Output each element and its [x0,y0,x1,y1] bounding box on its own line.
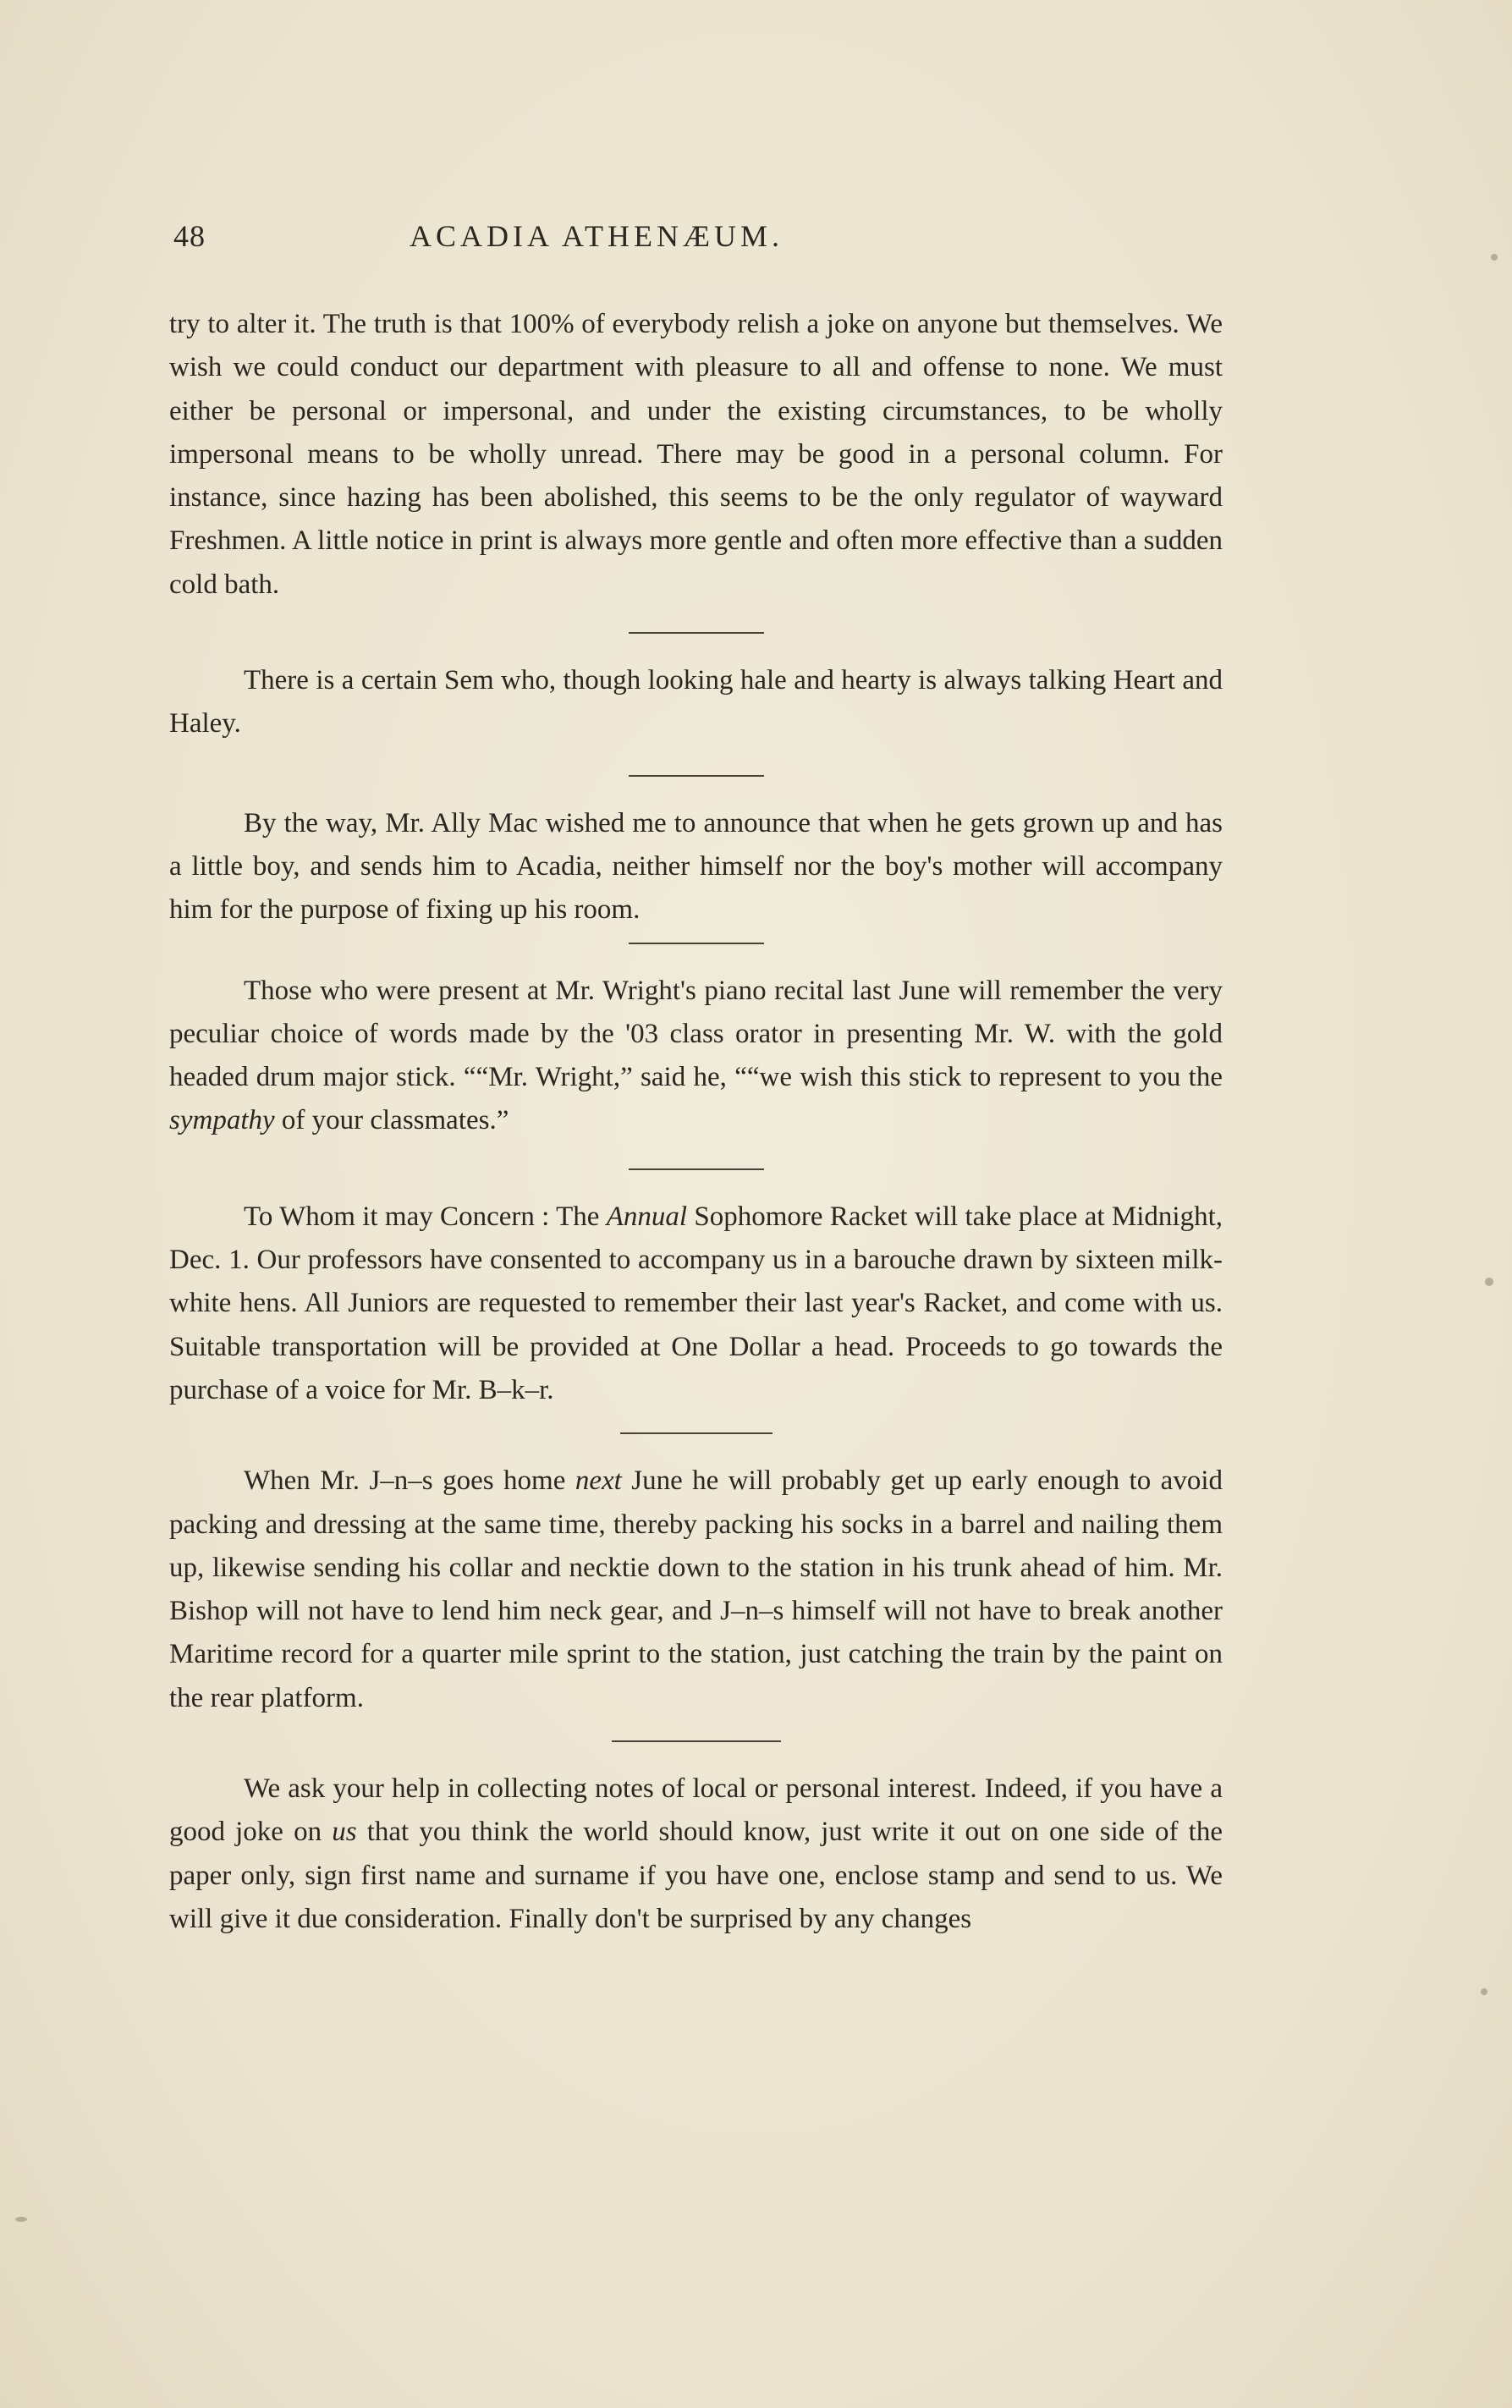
paragraph-racket [169,1196,1223,1412]
paragraph-text: June he will probably get up early enough to avoid packing and dressing at the same time, thereby packing his socks in a barrel and nailing them up, likewise sending his collar and necktie down to the station in his trunk ahead of him. Mr. Bishop will not have to lend him neck gear, and J–n–s himself will not have to break another Maritime record for a quarter mile sprint to the station, just catching the train by the paint on the rear platform. [169,1465,1223,1713]
section-divider [629,632,764,634]
paragraph-text: that you think the world should know, just write it out on one side of the paper only, sign first name and surname if you have one, enclose stamp and send to us. We will give it due consideration. Finally don't be surprised by any changes [169,1817,1223,1934]
paragraph-text: There is a certain Sem who, though looking hale and hearty is always talking Heart and Haley. [169,665,1223,739]
paragraph-text: Sophomore Racket will take place at Midnight, Dec. 1. Our professors have consented to accompany us in a barouche drawn by sixteen milk-white hens. All Juniors are requested to remember their last year's Racket, and come with us. Suitable transportation will be provided at One Dollar a head. Proceeds to go towards the purchase of a voice for Mr. B–k–r. [169,1201,1223,1405]
paper-speck [15,2217,27,2222]
paragraph-text: Those who were present at Mr. Wright's piano recital last June will remember the very peculiar choice of words made by the '03 class orator in presenting Mr. W. with the gold headed drum major stick. ““Mr. Wright,” said he, ““we wish this stick to represent to you the [169,975,1223,1093]
paragraph-request [169,1768,1223,1941]
page-header [173,218,1223,269]
paper-speck [1491,254,1498,261]
section-divider [612,1740,781,1742]
section-divider [629,775,764,777]
article-body [169,303,1223,1941]
paper-speck [1481,1988,1487,1995]
paragraph-text: We ask your help in collecting notes of local or personal interest. Indeed, if you have a good joke on [169,1773,1223,1848]
paragraph-recital [169,970,1223,1143]
paragraph-text: of your classmates.” [274,1105,509,1136]
paragraph-jones [169,1460,1223,1720]
section-divider [629,1168,764,1170]
paragraph-text: By the way, Mr. Ally Mac wished me to announce that when he gets grown up and has a little boy, and sends him to Acadia, neither himself nor the boy's mother will accompany him for the purpose of fixing up his room. [169,807,1223,926]
paragraph-text: To Whom it may Concern : The [244,1201,607,1232]
paper-speck [1485,1278,1493,1286]
emphasis-text: sympathy [169,1105,275,1136]
paragraph-ally-mac [169,802,1223,932]
running-title: ACADIA ATHENÆUM. [409,219,784,253]
emphasis-text: next [575,1465,622,1497]
section-divider [629,943,764,944]
section-divider [620,1432,772,1434]
paragraph-sem [169,659,1223,746]
paragraph-text: When Mr. J–n–s goes home [244,1465,575,1497]
emphasis-text: Annual [606,1201,688,1232]
paragraph-text: try to alter it. The truth is that 100% of everybody relish a joke on anyone but themselves. We wish we could conduct our department with pleasure to all and offense to none. We must either be personal or impersonal, and under the existing circumstances, to be wholly impersonal means to be wholly unread. There may be good in a personal column. For instance, since hazing has been abolished, this seems to be the only regulator of wayward Freshmen. A little notice in print is always more gentle and often more effective than a sudden cold bath. [169,309,1223,600]
emphasis-text: us [332,1817,357,1848]
page-number: 48 [173,219,206,253]
paragraph-intro [169,303,1223,607]
